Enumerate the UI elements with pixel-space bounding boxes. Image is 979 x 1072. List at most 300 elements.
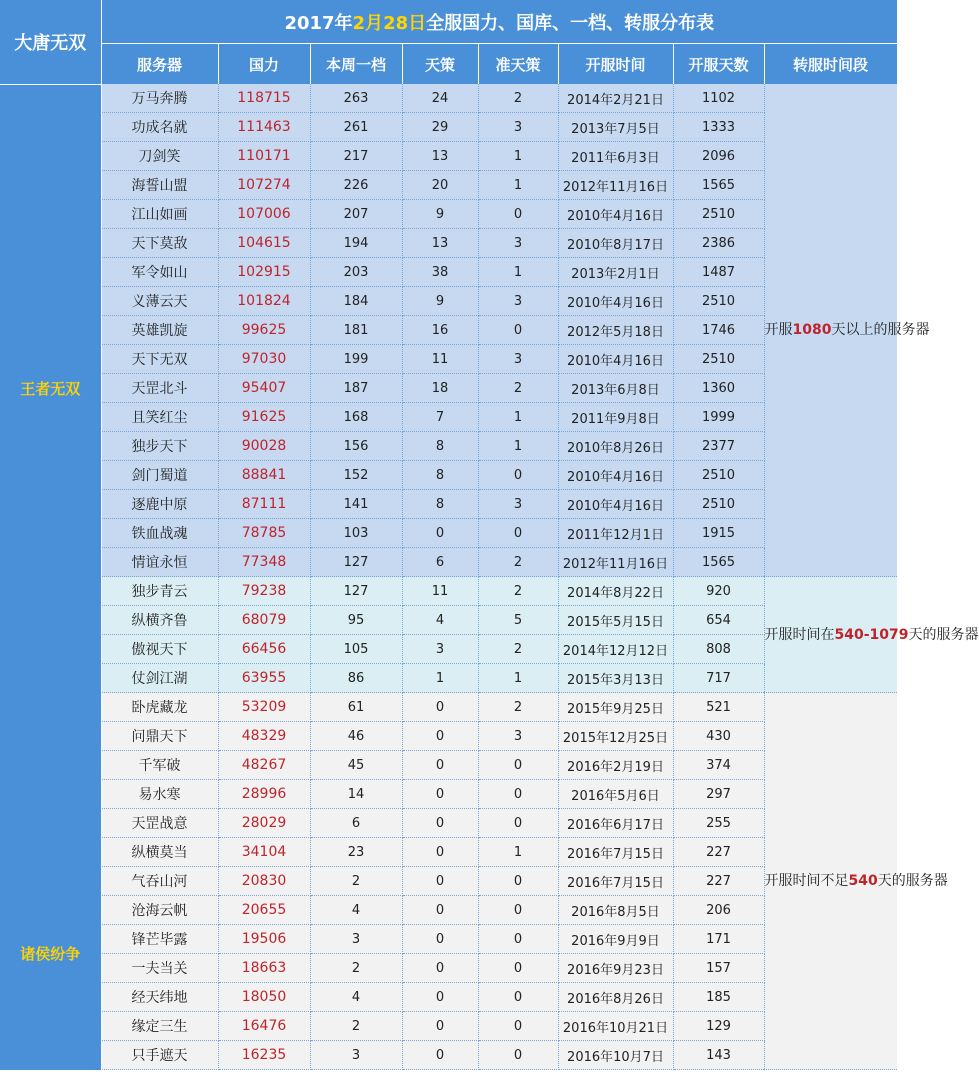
pre-tiance-count: 0 <box>478 1041 558 1070</box>
table-row <box>0 954 897 983</box>
open-date: 2014年8月22日 <box>558 577 673 606</box>
tiance-count: 16 <box>402 316 478 345</box>
group-spacer <box>0 693 101 838</box>
tiance-count: 7 <box>402 403 478 432</box>
tiance-count: 4 <box>402 606 478 635</box>
pre-tiance-count: 0 <box>478 983 558 1012</box>
open-date: 2015年5月15日 <box>558 606 673 635</box>
national-power: 91625 <box>218 403 310 432</box>
pre-tiance-count: 3 <box>478 345 558 374</box>
open-date: 2016年6月17日 <box>558 809 673 838</box>
tiance-count: 9 <box>402 200 478 229</box>
server-name: 天下无双 <box>101 345 218 374</box>
weekly-top: 2 <box>310 1012 402 1041</box>
open-days: 2096 <box>673 142 764 171</box>
server-name: 军令如山 <box>101 258 218 287</box>
pre-tiance-count: 0 <box>478 896 558 925</box>
tiance-count: 0 <box>402 954 478 983</box>
table-row <box>0 867 897 896</box>
national-power: 19506 <box>218 925 310 954</box>
open-date: 2010年4月16日 <box>558 461 673 490</box>
table-row <box>0 490 897 519</box>
tiance-count: 0 <box>402 809 478 838</box>
server-name: 义薄云天 <box>101 287 218 316</box>
server-name: 海誓山盟 <box>101 171 218 200</box>
weekly-top: 2 <box>310 867 402 896</box>
tiance-count: 0 <box>402 983 478 1012</box>
open-date: 2012年11月16日 <box>558 548 673 577</box>
open-days: 227 <box>673 867 764 896</box>
open-days: 1915 <box>673 519 764 548</box>
pre-tiance-count: 1 <box>478 258 558 287</box>
national-power: 53209 <box>218 693 310 722</box>
open-days: 521 <box>673 693 764 722</box>
weekly-top: 61 <box>310 693 402 722</box>
table-row <box>0 113 897 142</box>
open-days: 1565 <box>673 171 764 200</box>
table-row <box>0 345 897 374</box>
pre-tiance-count: 1 <box>478 403 558 432</box>
tiance-count: 11 <box>402 577 478 606</box>
table-row <box>0 200 897 229</box>
pre-tiance-count: 2 <box>478 577 558 606</box>
weekly-top: 194 <box>310 229 402 258</box>
pre-tiance-count: 0 <box>478 780 558 809</box>
server-name: 江山如画 <box>101 200 218 229</box>
header-transfer-period[interactable]: 转服时间段 <box>764 44 897 85</box>
note-highlight: 1080 <box>792 322 832 338</box>
national-power: 102915 <box>218 258 310 287</box>
table-row <box>0 432 897 461</box>
pre-tiance-count: 0 <box>478 519 558 548</box>
pre-tiance-count: 2 <box>478 374 558 403</box>
table-row <box>0 925 897 954</box>
table-row <box>0 751 897 780</box>
tiance-count: 9 <box>402 287 478 316</box>
tiance-count: 6 <box>402 548 478 577</box>
server-name: 天罡北斗 <box>101 374 218 403</box>
header-power[interactable]: 国力 <box>218 44 310 85</box>
national-power: 66456 <box>218 635 310 664</box>
open-days: 2510 <box>673 461 764 490</box>
weekly-top: 184 <box>310 287 402 316</box>
weekly-top: 6 <box>310 809 402 838</box>
national-power: 63955 <box>218 664 310 693</box>
table-row <box>0 403 897 432</box>
open-days: 129 <box>673 1012 764 1041</box>
national-power: 78785 <box>218 519 310 548</box>
title-prefix: 2017年 <box>284 12 353 34</box>
tiance-count: 0 <box>402 896 478 925</box>
tiance-count: 8 <box>402 461 478 490</box>
server-name: 独步天下 <box>101 432 218 461</box>
server-name: 且笑红尘 <box>101 403 218 432</box>
header-pre-tiance[interactable]: 准天策 <box>478 44 558 85</box>
table-row <box>0 548 897 577</box>
weekly-top: 45 <box>310 751 402 780</box>
national-power: 18663 <box>218 954 310 983</box>
tiance-count: 0 <box>402 925 478 954</box>
tiance-count: 38 <box>402 258 478 287</box>
open-date: 2010年4月16日 <box>558 200 673 229</box>
table-row <box>0 374 897 403</box>
weekly-top: 152 <box>310 461 402 490</box>
national-power: 95407 <box>218 374 310 403</box>
open-days: 808 <box>673 635 764 664</box>
open-days: 1999 <box>673 403 764 432</box>
open-days: 1102 <box>673 84 764 113</box>
title-suffix: 全服国力、国库、一档、转服分布表 <box>426 12 715 34</box>
open-days: 1360 <box>673 374 764 403</box>
server-name: 英雄凯旋 <box>101 316 218 345</box>
tiance-count: 24 <box>402 84 478 113</box>
national-power: 107006 <box>218 200 310 229</box>
open-date: 2016年9月9日 <box>558 925 673 954</box>
pre-tiance-count: 1 <box>478 432 558 461</box>
server-name: 气吞山河 <box>101 867 218 896</box>
open-days: 654 <box>673 606 764 635</box>
table-row <box>0 142 897 171</box>
weekly-top: 261 <box>310 113 402 142</box>
server-name: 独步青云 <box>101 577 218 606</box>
table-row <box>0 780 897 809</box>
weekly-top: 199 <box>310 345 402 374</box>
weekly-top: 86 <box>310 664 402 693</box>
server-name: 纵横齐鲁 <box>101 606 218 635</box>
server-name: 缘定三生 <box>101 1012 218 1041</box>
national-power: 16476 <box>218 1012 310 1041</box>
open-days: 185 <box>673 983 764 1012</box>
weekly-top: 127 <box>310 577 402 606</box>
national-power: 28996 <box>218 780 310 809</box>
table-row <box>0 809 897 838</box>
pre-tiance-count: 2 <box>478 84 558 113</box>
open-days: 2510 <box>673 200 764 229</box>
national-power: 99625 <box>218 316 310 345</box>
server-name: 仗剑江湖 <box>101 664 218 693</box>
pre-tiance-count: 2 <box>478 548 558 577</box>
header-weekly-top[interactable]: 本周一档 <box>310 44 402 85</box>
server-name: 问鼎天下 <box>101 722 218 751</box>
open-days: 1565 <box>673 548 764 577</box>
pre-tiance-count: 1 <box>478 838 558 867</box>
open-date: 2010年8月17日 <box>558 229 673 258</box>
national-power: 90028 <box>218 432 310 461</box>
open-date: 2010年4月16日 <box>558 490 673 519</box>
weekly-top: 127 <box>310 548 402 577</box>
table-row <box>0 461 897 490</box>
note-text: 天以上的服务器 <box>831 322 930 338</box>
national-power: 18050 <box>218 983 310 1012</box>
tiance-count: 1 <box>402 664 478 693</box>
tiance-count: 0 <box>402 867 478 896</box>
table-row <box>0 693 897 722</box>
tiance-count: 8 <box>402 490 478 519</box>
weekly-top: 3 <box>310 925 402 954</box>
server-name: 沧海云帆 <box>101 896 218 925</box>
tiance-count: 13 <box>402 229 478 258</box>
open-days: 2510 <box>673 345 764 374</box>
tiance-count: 11 <box>402 345 478 374</box>
pre-tiance-count: 0 <box>478 867 558 896</box>
open-date: 2016年10月7日 <box>558 1041 673 1070</box>
pre-tiance-count: 5 <box>478 606 558 635</box>
note-text: 开服时间不足 <box>764 873 849 889</box>
server-name: 纵横莫当 <box>101 838 218 867</box>
server-name: 易水寒 <box>101 780 218 809</box>
pre-tiance-count: 1 <box>478 664 558 693</box>
server-name: 傲视天下 <box>101 635 218 664</box>
open-date: 2016年9月23日 <box>558 954 673 983</box>
tiance-count: 0 <box>402 519 478 548</box>
weekly-top: 263 <box>310 84 402 113</box>
national-power: 48329 <box>218 722 310 751</box>
weekly-top: 141 <box>310 490 402 519</box>
transfer-note <box>764 577 979 693</box>
open-date: 2016年8月5日 <box>558 896 673 925</box>
note-text: 天的服务器 <box>908 626 979 643</box>
national-power: 68079 <box>218 606 310 635</box>
national-power: 88841 <box>218 461 310 490</box>
open-days: 2377 <box>673 432 764 461</box>
table-row <box>0 258 897 287</box>
pre-tiance-count: 3 <box>478 229 558 258</box>
weekly-top: 105 <box>310 635 402 664</box>
server-name: 剑门蜀道 <box>101 461 218 490</box>
pre-tiance-count: 0 <box>478 461 558 490</box>
tiance-count: 13 <box>402 142 478 171</box>
open-date: 2015年9月25日 <box>558 693 673 722</box>
server-name: 锋芒毕露 <box>101 925 218 954</box>
server-name: 经天纬地 <box>101 983 218 1012</box>
table-row <box>0 84 897 113</box>
table-row <box>0 635 897 664</box>
server-name: 天下莫敌 <box>101 229 218 258</box>
national-power: 48267 <box>218 751 310 780</box>
table-row <box>0 287 897 316</box>
open-days: 1333 <box>673 113 764 142</box>
table-row <box>0 1012 897 1041</box>
pre-tiance-count: 0 <box>478 809 558 838</box>
weekly-top: 2 <box>310 954 402 983</box>
national-power: 107274 <box>218 171 310 200</box>
server-name: 刀剑笑 <box>101 142 218 171</box>
weekly-top: 203 <box>310 258 402 287</box>
weekly-top: 3 <box>310 1041 402 1070</box>
open-days: 2386 <box>673 229 764 258</box>
open-date: 2015年3月13日 <box>558 664 673 693</box>
pre-tiance-count: 1 <box>478 142 558 171</box>
table-body <box>0 84 979 1070</box>
open-date: 2010年4月16日 <box>558 345 673 374</box>
note-text: 开服 <box>764 322 793 338</box>
open-date: 2012年5月18日 <box>558 316 673 345</box>
weekly-top: 95 <box>310 606 402 635</box>
header-server[interactable]: 服务器 <box>101 44 218 85</box>
pre-tiance-count: 3 <box>478 722 558 751</box>
weekly-top: 4 <box>310 896 402 925</box>
national-power: 34104 <box>218 838 310 867</box>
tiance-count: 18 <box>402 374 478 403</box>
server-name: 一夫当关 <box>101 954 218 983</box>
table-row <box>0 983 897 1012</box>
weekly-top: 4 <box>310 983 402 1012</box>
tiance-count: 3 <box>402 635 478 664</box>
open-date: 2016年7月15日 <box>558 838 673 867</box>
pre-tiance-count: 0 <box>478 751 558 780</box>
server-name: 功成名就 <box>101 113 218 142</box>
table-row <box>0 838 897 867</box>
weekly-top: 103 <box>310 519 402 548</box>
page-title <box>101 0 897 44</box>
table-row <box>0 1041 897 1070</box>
national-power: 104615 <box>218 229 310 258</box>
tiance-count: 0 <box>402 751 478 780</box>
open-date: 2010年8月26日 <box>558 432 673 461</box>
tiance-count: 0 <box>402 780 478 809</box>
open-days: 227 <box>673 838 764 867</box>
tiance-count: 0 <box>402 722 478 751</box>
server-name: 逐鹿中原 <box>101 490 218 519</box>
open-date: 2010年4月16日 <box>558 287 673 316</box>
open-days: 171 <box>673 925 764 954</box>
tiance-count: 29 <box>402 113 478 142</box>
national-power: 87111 <box>218 490 310 519</box>
pre-tiance-count: 3 <box>478 490 558 519</box>
group-label-zhuhou: 诸侯纷争 <box>0 838 101 1070</box>
national-power: 77348 <box>218 548 310 577</box>
table-row <box>0 229 897 258</box>
weekly-top: 168 <box>310 403 402 432</box>
open-days: 2510 <box>673 287 764 316</box>
server-name: 情谊永恒 <box>101 548 218 577</box>
tiance-count: 0 <box>402 838 478 867</box>
note-text: 天的服务器 <box>877 873 948 889</box>
tiance-count: 0 <box>402 1012 478 1041</box>
open-days: 143 <box>673 1041 764 1070</box>
tiance-count: 0 <box>402 1041 478 1070</box>
national-power: 20830 <box>218 867 310 896</box>
table-row <box>0 722 897 751</box>
open-days: 430 <box>673 722 764 751</box>
open-days: 2510 <box>673 490 764 519</box>
weekly-top: 187 <box>310 374 402 403</box>
open-date: 2013年7月5日 <box>558 113 673 142</box>
server-name: 铁血战魂 <box>101 519 218 548</box>
open-date: 2013年6月8日 <box>558 374 673 403</box>
pre-tiance-count: 1 <box>478 171 558 200</box>
open-days: 157 <box>673 954 764 983</box>
server-name: 万马奔腾 <box>101 84 218 113</box>
pre-tiance-count: 2 <box>478 693 558 722</box>
national-power: 28029 <box>218 809 310 838</box>
open-days: 1487 <box>673 258 764 287</box>
weekly-top: 46 <box>310 722 402 751</box>
open-date: 2016年7月15日 <box>558 867 673 896</box>
corner-label: 大唐无双 <box>0 0 101 84</box>
pre-tiance-count: 0 <box>478 316 558 345</box>
title-date: 2月28日 <box>352 12 427 34</box>
open-date: 2016年10月21日 <box>558 1012 673 1041</box>
national-power: 111463 <box>218 113 310 142</box>
pre-tiance-count: 3 <box>478 113 558 142</box>
weekly-top: 14 <box>310 780 402 809</box>
national-power: 20655 <box>218 896 310 925</box>
table-row <box>0 316 897 345</box>
weekly-top: 181 <box>310 316 402 345</box>
weekly-top: 226 <box>310 171 402 200</box>
header-row <box>0 44 897 85</box>
open-date: 2016年2月19日 <box>558 751 673 780</box>
open-date: 2012年11月16日 <box>558 171 673 200</box>
table-row <box>0 896 897 925</box>
open-date: 2014年12月12日 <box>558 635 673 664</box>
tiance-count: 8 <box>402 432 478 461</box>
table-row <box>0 171 897 200</box>
tiance-count: 0 <box>402 693 478 722</box>
national-power: 118715 <box>218 84 310 113</box>
table-row <box>0 519 897 548</box>
national-power: 101824 <box>218 287 310 316</box>
pre-tiance-count: 3 <box>478 287 558 316</box>
pre-tiance-count: 2 <box>478 635 558 664</box>
open-days: 1746 <box>673 316 764 345</box>
open-date: 2014年2月21日 <box>558 84 673 113</box>
open-days: 920 <box>673 577 764 606</box>
server-name: 天罡战意 <box>101 809 218 838</box>
open-days: 255 <box>673 809 764 838</box>
open-days: 297 <box>673 780 764 809</box>
open-days: 206 <box>673 896 764 925</box>
national-power: 79238 <box>218 577 310 606</box>
server-name: 千军破 <box>101 751 218 780</box>
pre-tiance-count: 0 <box>478 954 558 983</box>
weekly-top: 217 <box>310 142 402 171</box>
table-row <box>0 577 897 606</box>
group-label-wangzhe: 王者无双 <box>0 84 101 693</box>
note-text: 开服时间在 <box>764 626 835 643</box>
weekly-top: 207 <box>310 200 402 229</box>
national-power: 97030 <box>218 345 310 374</box>
pre-tiance-count: 0 <box>478 925 558 954</box>
header-tiance[interactable]: 天策 <box>402 44 478 85</box>
table-row <box>0 606 897 635</box>
national-power: 110171 <box>218 142 310 171</box>
transfer-note <box>764 84 930 577</box>
open-date: 2016年8月26日 <box>558 983 673 1012</box>
national-power: 16235 <box>218 1041 310 1070</box>
header-open-date[interactable]: 开服时间 <box>558 44 673 85</box>
weekly-top: 23 <box>310 838 402 867</box>
transfer-note <box>764 693 948 1070</box>
open-date: 2015年12月25日 <box>558 722 673 751</box>
server-name: 卧虎藏龙 <box>101 693 218 722</box>
open-date: 2011年12月1日 <box>558 519 673 548</box>
open-date: 2011年9月8日 <box>558 403 673 432</box>
open-days: 717 <box>673 664 764 693</box>
open-date: 2011年6月3日 <box>558 142 673 171</box>
pre-tiance-count: 0 <box>478 200 558 229</box>
open-date: 2013年2月1日 <box>558 258 673 287</box>
note-highlight: 540 <box>848 873 878 889</box>
header-open-days[interactable]: 开服天数 <box>673 44 764 85</box>
tiance-count: 20 <box>402 171 478 200</box>
server-name: 只手遮天 <box>101 1041 218 1070</box>
weekly-top: 156 <box>310 432 402 461</box>
open-date: 2016年5月6日 <box>558 780 673 809</box>
table-row <box>0 664 897 693</box>
open-days: 374 <box>673 751 764 780</box>
